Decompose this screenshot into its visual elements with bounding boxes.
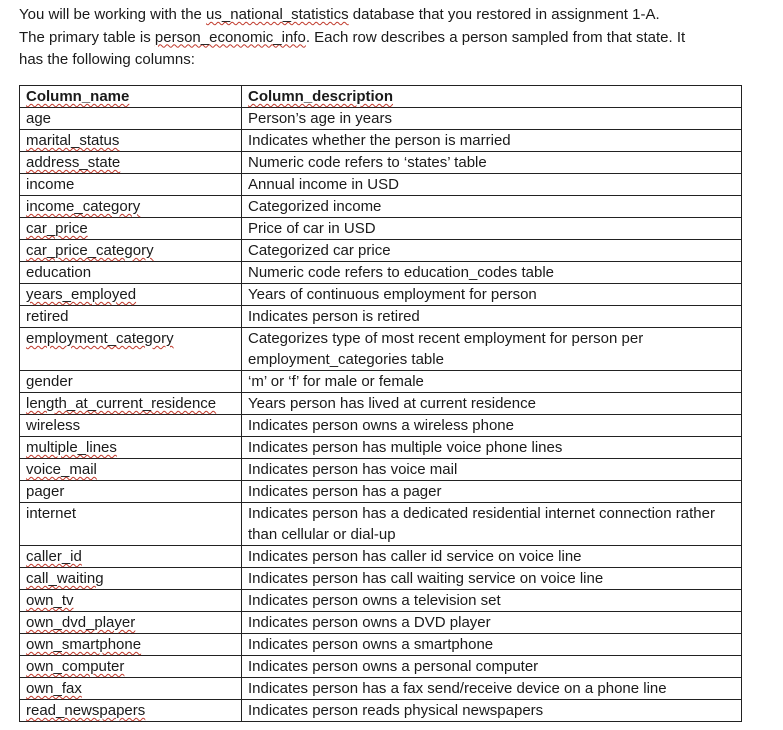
intro-line1-prefix: You will be working with the bbox=[19, 6, 207, 23]
table-row bbox=[20, 415, 742, 437]
intro-line-3: has the following columns: bbox=[19, 51, 195, 68]
table-row bbox=[20, 437, 742, 459]
column-description-cell: Categorizes type of most recent employment for person per employment_categories table bbox=[242, 328, 742, 371]
column-description-cell: Indicates person has a fax send/receive device on a phone line bbox=[242, 678, 742, 700]
column-name-text: multiple_lines bbox=[26, 439, 117, 456]
column-name-text: own_computer bbox=[26, 658, 125, 675]
table-row bbox=[20, 678, 742, 700]
table-row bbox=[20, 328, 742, 371]
column-description-cell: Categorized car price bbox=[242, 240, 742, 262]
column-name-text: address_state bbox=[26, 154, 121, 171]
column-description-cell: Indicates person owns a smartphone bbox=[242, 634, 742, 656]
column-name-cell bbox=[20, 415, 242, 437]
column-name-cell bbox=[20, 568, 242, 590]
table-row bbox=[20, 196, 742, 218]
table-row bbox=[20, 546, 742, 568]
column-description-cell: Indicates person owns a DVD player bbox=[242, 612, 742, 634]
column-description-cell: Annual income in USD bbox=[242, 174, 742, 196]
column-name-text: pager bbox=[26, 483, 65, 500]
column-description-cell: Indicates person has a dedicated residential internet connection rather than cellular or dial-up bbox=[242, 503, 742, 546]
column-name-text: read_newspapers bbox=[26, 702, 146, 719]
column-description-cell: Categorized income bbox=[242, 196, 742, 218]
column-description-cell: Numeric code refers to education_codes table bbox=[242, 262, 742, 284]
column-description-cell: Indicates whether the person is married bbox=[242, 130, 742, 152]
column-name-cell bbox=[20, 284, 242, 306]
column-description-cell: Indicates person has caller id service on voice line bbox=[242, 546, 742, 568]
table-row bbox=[20, 612, 742, 634]
table-row bbox=[20, 306, 742, 328]
column-name-cell bbox=[20, 700, 242, 722]
column-name-cell bbox=[20, 130, 242, 152]
column-name-text: marital_status bbox=[26, 132, 120, 149]
column-name-cell bbox=[20, 459, 242, 481]
column-name-cell bbox=[20, 612, 242, 634]
table-row bbox=[20, 108, 742, 130]
table-row bbox=[20, 700, 742, 722]
column-description-cell: Indicates person owns a television set bbox=[242, 590, 742, 612]
table-row bbox=[20, 481, 742, 503]
column-name-text: gender bbox=[26, 373, 73, 390]
intro-line-2 bbox=[19, 27, 769, 50]
column-description-cell: Years person has lived at current residence bbox=[242, 393, 742, 415]
column-name-text: wireless bbox=[26, 417, 81, 434]
intro-line2-suffix: . Each row describes a person sampled from that state. It bbox=[305, 28, 686, 46]
intro-line2-prefix: The primary table is bbox=[19, 28, 155, 46]
column-name-cell bbox=[20, 656, 242, 678]
column-name-text: employment_category bbox=[26, 330, 174, 347]
column-name-text: internet bbox=[26, 505, 77, 522]
column-description-cell: Years of continuous employment for person bbox=[242, 284, 742, 306]
columns-table bbox=[19, 85, 742, 722]
table-row bbox=[20, 284, 742, 306]
column-name-cell bbox=[20, 174, 242, 196]
column-name-text: length_at_current_residence bbox=[26, 395, 217, 412]
column-description-cell: Numeric code refers to ‘states’ table bbox=[242, 152, 742, 174]
column-name-text: caller_id bbox=[26, 548, 82, 565]
intro-line-1 bbox=[19, 4, 769, 27]
column-name-cell bbox=[20, 196, 242, 218]
table-body bbox=[20, 108, 742, 722]
column-description-cell: Indicates person has voice mail bbox=[242, 459, 742, 481]
column-name-cell bbox=[20, 393, 242, 415]
header-column-description: Column_description bbox=[242, 86, 742, 108]
table-row bbox=[20, 218, 742, 240]
column-name-text: income bbox=[26, 176, 75, 193]
table-row bbox=[20, 634, 742, 656]
intro-line1-suffix: database that you restored in assignment 1-A. bbox=[348, 6, 660, 23]
table-row bbox=[20, 371, 742, 393]
header-row bbox=[20, 86, 742, 108]
column-description-cell: Indicates person is retired bbox=[242, 306, 742, 328]
column-name-text: years_employed bbox=[26, 286, 137, 303]
column-name-cell bbox=[20, 371, 242, 393]
header-column-name: Column_name bbox=[20, 86, 242, 108]
table-row bbox=[20, 152, 742, 174]
column-name-cell bbox=[20, 306, 242, 328]
table-row bbox=[20, 503, 742, 546]
column-name-cell bbox=[20, 262, 242, 284]
column-name-cell bbox=[20, 108, 242, 130]
column-description-cell: Indicates person has multiple voice phone lines bbox=[242, 437, 742, 459]
column-name-text: own_smartphone bbox=[26, 636, 142, 653]
column-name-cell bbox=[20, 546, 242, 568]
column-description-cell: Indicates person owns a wireless phone bbox=[242, 415, 742, 437]
column-description-cell: ‘m’ or ‘f’ for male or female bbox=[242, 371, 742, 393]
table-row bbox=[20, 130, 742, 152]
column-name-cell bbox=[20, 152, 242, 174]
column-name-text: voice_mail bbox=[26, 461, 97, 478]
table-row bbox=[20, 568, 742, 590]
column-description-cell: Indicates person has a pager bbox=[242, 481, 742, 503]
table-row bbox=[20, 174, 742, 196]
column-name-cell bbox=[20, 437, 242, 459]
column-description-cell: Indicates person reads physical newspapers bbox=[242, 700, 742, 722]
column-name-cell bbox=[20, 481, 242, 503]
table-row bbox=[20, 393, 742, 415]
column-name-cell bbox=[20, 503, 242, 546]
column-name-text: income_category bbox=[26, 198, 141, 215]
column-description-cell: Person’s age in years bbox=[242, 108, 742, 130]
table-row bbox=[20, 590, 742, 612]
column-description-cell: Indicates person has call waiting service on voice line bbox=[242, 568, 742, 590]
column-name-text: own_dvd_player bbox=[26, 614, 136, 631]
column-name-text: call_waiting bbox=[26, 570, 104, 587]
table-name: person_economic_info bbox=[154, 28, 306, 46]
column-name-text: own_fax bbox=[26, 680, 82, 697]
column-name-text: retired bbox=[26, 308, 69, 325]
table-row bbox=[20, 240, 742, 262]
column-name-cell bbox=[20, 678, 242, 700]
column-description-cell: Price of car in USD bbox=[242, 218, 742, 240]
table-row bbox=[20, 459, 742, 481]
column-name-text: own_tv bbox=[26, 592, 74, 609]
column-description-cell: Indicates person owns a personal computer bbox=[242, 656, 742, 678]
column-name-cell bbox=[20, 590, 242, 612]
column-name-text: education bbox=[26, 264, 92, 281]
table-row bbox=[20, 656, 742, 678]
column-name-cell bbox=[20, 328, 242, 371]
column-name-text: age bbox=[26, 110, 52, 127]
column-name-text: car_price_category bbox=[26, 242, 154, 259]
table-row bbox=[20, 262, 742, 284]
column-name-cell bbox=[20, 240, 242, 262]
column-name-cell bbox=[20, 218, 242, 240]
column-name-cell bbox=[20, 634, 242, 656]
column-name-text: car_price bbox=[26, 220, 88, 237]
intro-paragraph bbox=[19, 4, 769, 72]
database-name: us_national_statistics bbox=[206, 6, 349, 23]
